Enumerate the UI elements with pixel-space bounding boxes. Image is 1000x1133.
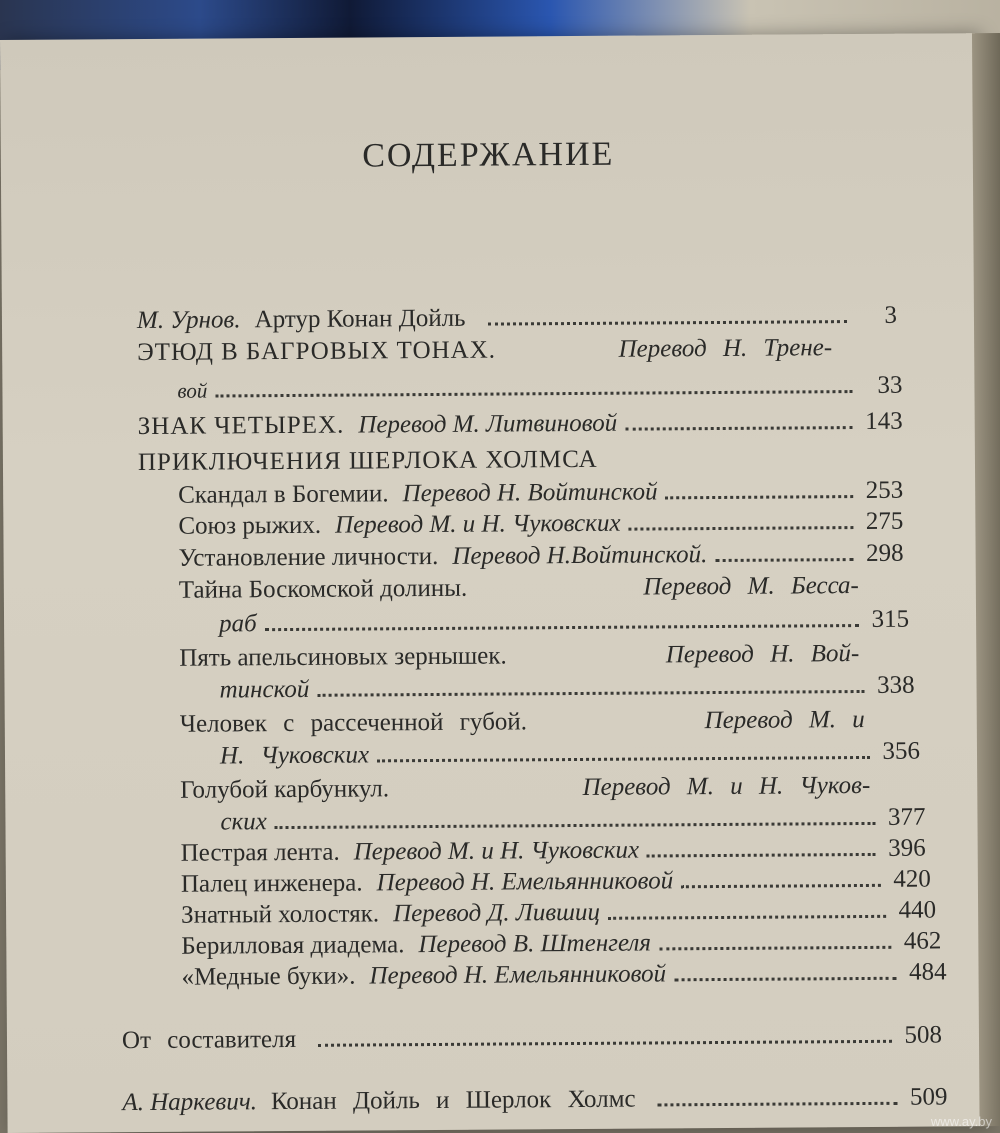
toc-entry-sign [138,408,903,441]
leader-dots [377,756,870,762]
toc-entry-boscombe-cont [219,606,909,639]
leader-dots [658,1102,898,1107]
entry-translator-cont: Н. Чуковских [219,741,370,770]
entry-page: 509 [909,1083,948,1111]
entry-page: 298 [866,539,904,567]
page-title: СОДЕРЖАНИЕ [362,135,615,175]
entry-translator: Перевод М. и Н. Чуков- [582,771,871,801]
entry-title: От составителя [121,1025,297,1055]
leader-dots [681,884,881,888]
entry-title: Берилловая диадема. [181,931,405,960]
watermark: www.ay.by [930,1114,992,1129]
toc-entry-narkevich [122,1083,947,1117]
entry-page: 275 [865,507,904,535]
entry-translator: Перевод Н. Емельянниковой [369,960,667,990]
book-page [0,33,983,1133]
entry-translator: Перевод Н. Войтинской [402,478,658,508]
entry-title: Тайна Боскомской долины. [178,574,468,604]
leader-dots [215,390,852,397]
leader-dots [659,946,891,951]
toc-entry-boscombe [179,572,859,605]
leader-dots [265,624,859,631]
toc-entry-orange [179,640,859,673]
toc-entry-redheaded [178,508,903,541]
leader-dots [715,558,853,562]
entry-title: Конан Дойль и Шерлок Холмс [270,1085,636,1116]
entry-page: 143 [865,407,903,435]
entry-translator: Перевод М. и [704,705,865,735]
entry-translator: Перевод Д. Лившиц [393,898,601,928]
leader-dots [647,853,876,858]
toc-entry-carbuncle [180,772,870,805]
entry-page: 420 [893,865,931,893]
leader-dots [318,1040,892,1047]
entry-title: Артур Конан Дойль [254,304,466,334]
entry-title: ЭТЮД В БАГРОВЫХ ТОНАХ. [137,336,497,367]
entry-translator-cont: тинской [219,675,310,704]
entry-title: Пять апельсиновых зернышек. [179,642,507,672]
toc-entry-bachelor [181,896,936,929]
entry-page: 338 [876,671,915,699]
toc-entry-carbuncle-cont [220,804,925,837]
entry-page: 508 [904,1021,943,1049]
entry-translator: Перевод М. Литвиновой [358,409,618,439]
entry-translator: Перевод Н. Вой- [665,640,860,669]
entry-translator: Перевод Н. Трене- [618,334,833,363]
entry-title: ЗНАК ЧЕТЫРЕХ. [137,411,345,441]
entry-page: 440 [898,896,937,924]
leader-dots [275,822,876,829]
entry-page: 253 [865,476,904,504]
entry-translator: Перевод М. и Н. Чуковских [353,836,640,866]
entry-translator: Перевод М. и Н. Чуковских [334,509,621,539]
entry-title: Установление личности. [178,542,439,572]
leader-dots [317,690,864,697]
toc-entry-study-cont [177,372,902,405]
entry-translator: Перевод Н.Войтинской. [452,541,708,570]
entry-translator: Перевод В. Штенгеля [418,929,652,959]
entry-title: Человек с рассеченной губой. [179,708,528,738]
entry-page: 356 [882,737,921,765]
toc-entry-twisted-cont [220,738,920,771]
toc-entry-beryl [181,927,941,960]
leader-dots [666,495,854,499]
section-heading: ПРИКЛЮЧЕНИЯ ШЕРЛОКА ХОЛМСА [137,445,598,477]
leader-dots [608,915,886,920]
entry-author: А. Наркевич. [122,1088,258,1117]
entry-title: Скандал в Богемии. [178,480,389,509]
entry-page: 396 [888,834,926,862]
entry-title: Голубой карбункул. [180,775,390,804]
entry-title: Союз рыжих. [178,511,322,540]
toc-entry-thumb [181,866,931,899]
entry-page: 315 [871,605,910,633]
toc-entry-bohemia [178,477,903,510]
entry-page: 33 [877,371,903,399]
entry-title: Пестрая лента. [180,838,340,867]
toc-entry-identity [179,540,904,573]
entry-translator-cont: ских [220,808,267,836]
leader-dots [674,977,896,982]
entry-translator: Перевод М. Бесса- [643,572,859,601]
leader-dots [488,320,847,326]
leader-dots [625,426,852,431]
toc-entry-band [181,835,926,868]
entry-title: Палец инженера. [180,869,363,898]
toc-entry-compiler [122,1021,942,1055]
entry-page: 484 [908,958,947,986]
toc-entry-study [137,334,832,367]
leader-dots [629,526,854,531]
toc-entry-beeches [181,958,946,991]
entry-page: 462 [903,927,942,955]
toc-entry-orange-cont [219,672,914,705]
toc-entry-twisted [180,706,865,739]
entry-page: 3 [884,301,898,329]
entry-author: М. Урнов. [136,306,241,335]
entry-title: Знатный холостяк. [181,900,380,929]
entry-page: 377 [887,803,926,831]
toc-entry-urnov [137,302,897,335]
page-edge [972,33,1000,1126]
entry-translator: Перевод Н. Емельянниковой [376,867,674,897]
entry-translator-cont: раб [218,610,257,638]
entry-title: «Медные буки». [181,962,356,991]
entry-translator-cont: вой [177,378,208,403]
